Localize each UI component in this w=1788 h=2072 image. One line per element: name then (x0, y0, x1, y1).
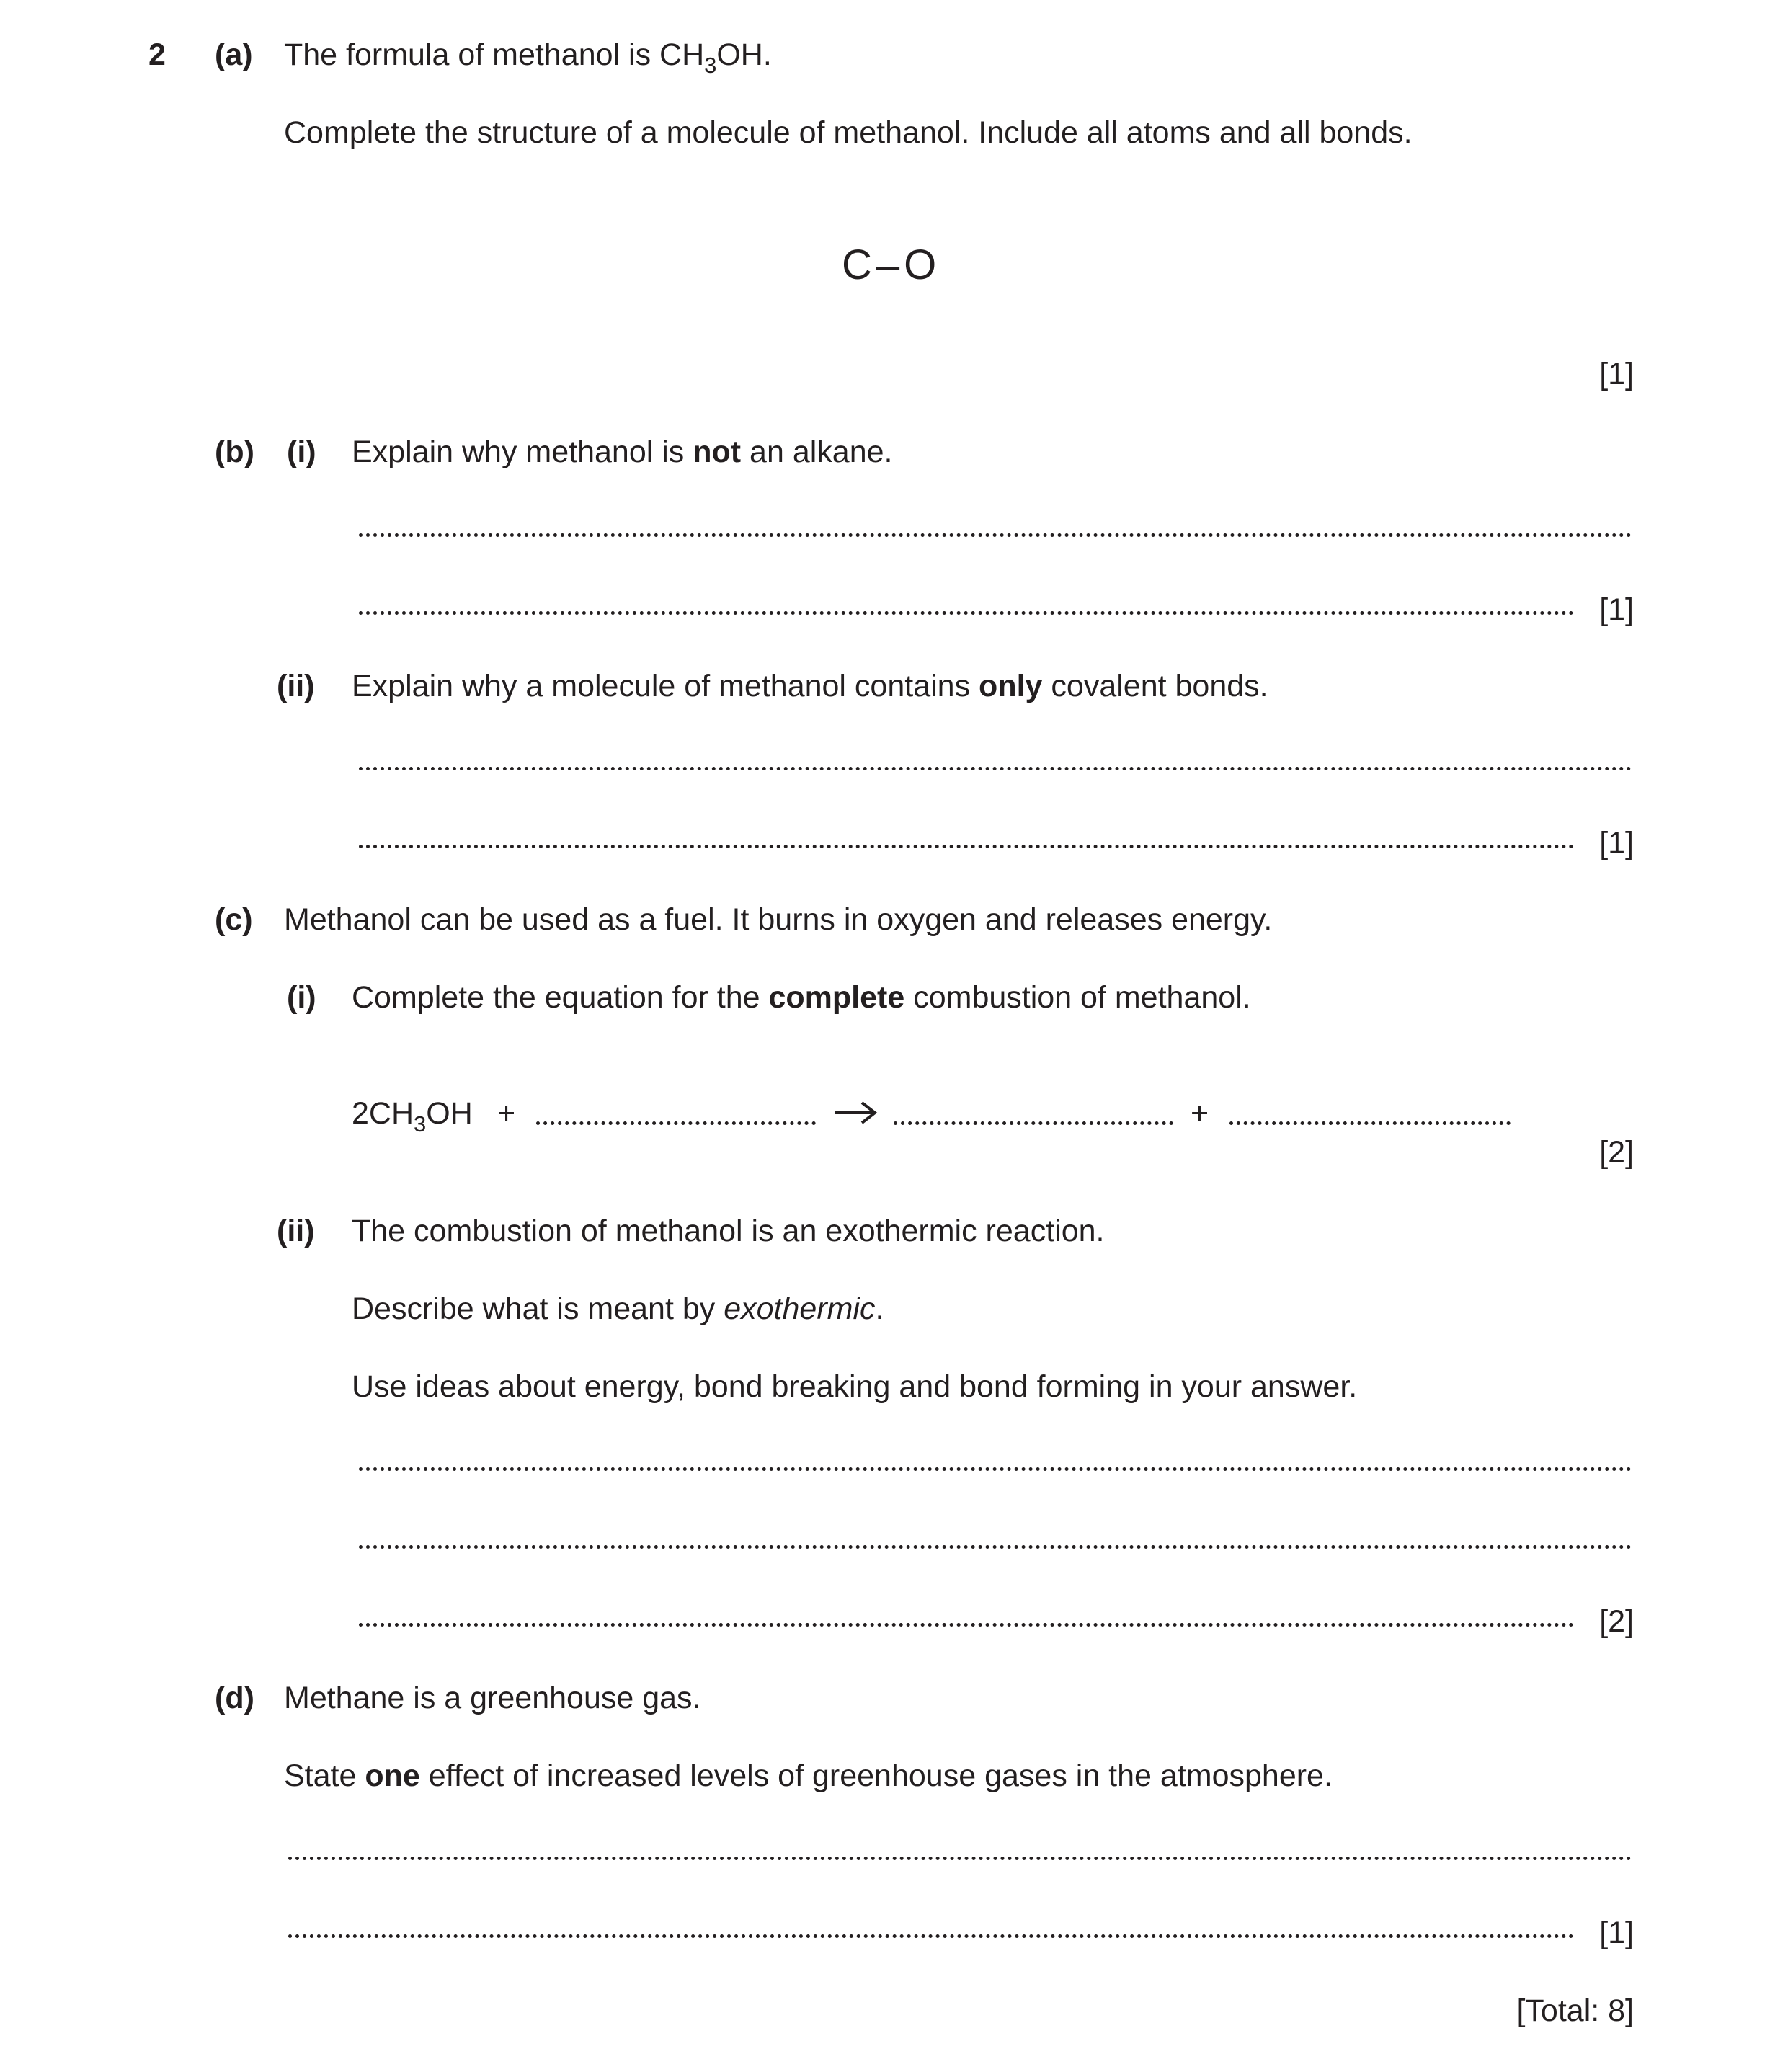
part-d-line-1: Methane is a greenhouse gas. (284, 1681, 701, 1715)
answer-line-b-i-1[interactable] (359, 533, 1632, 537)
part-b-i-label: (i) (287, 435, 316, 469)
equation-blank-product-2[interactable] (1229, 1121, 1511, 1125)
part-c-i-label: (i) (287, 980, 316, 1015)
answer-line-b-ii-2[interactable] (359, 845, 1574, 848)
answer-line-d-1[interactable] (288, 1857, 1632, 1860)
part-a-marks: [1] (1599, 357, 1634, 391)
answer-line-c-ii-2[interactable] (359, 1545, 1632, 1549)
part-c-ii-marks: [2] (1599, 1604, 1634, 1639)
equation-plus-1: + (497, 1096, 516, 1131)
part-c-ii-line-1: The combustion of methanol is an exothermic reaction. (352, 1214, 1105, 1248)
equation-blank-product-1[interactable] (894, 1121, 1173, 1125)
part-c-ii-line-3: Use ideas about energy, bond breaking and bond forming in your answer. (352, 1369, 1358, 1404)
part-b-i-marks: [1] (1599, 592, 1634, 627)
c-o-bond: – (876, 241, 902, 288)
part-a-instruction: Complete the structure of a molecule of methanol. Include all atoms and all bonds. (284, 115, 1413, 150)
part-b-ii-question: Explain why a molecule of methanol contains only covalent bonds. (352, 669, 1268, 703)
answer-line-c-ii-3[interactable] (359, 1623, 1574, 1627)
part-b-i-question: Explain why methanol is not an alkane. (352, 435, 893, 469)
part-d-marks: [1] (1599, 1916, 1634, 1950)
answer-line-c-ii-1[interactable] (359, 1467, 1632, 1471)
answer-line-b-ii-1[interactable] (359, 767, 1632, 770)
part-c-ii-label: (ii) (277, 1214, 315, 1248)
carbon-atom: C (842, 241, 873, 288)
part-a-label: (a) (215, 37, 253, 72)
part-a-intro: The formula of methanol is $CH_3OH$. (284, 37, 772, 78)
answer-line-b-i-2[interactable] (359, 611, 1574, 615)
part-d-label: (d) (215, 1681, 254, 1715)
total-marks: [Total: 8] (1516, 1993, 1634, 2028)
equation-reactant: $2CH_3OH$ (352, 1096, 473, 1137)
part-c-intro: Methanol can be used as a fuel. It burns in oxygen and releases energy. (284, 902, 1273, 937)
equation-blank-reactant[interactable] (536, 1121, 816, 1125)
oxygen-atom: O (904, 241, 938, 288)
reaction-arrow-icon (833, 1098, 878, 1127)
part-c-ii-line-2: Describe what is meant by exothermic. (352, 1291, 884, 1326)
part-b-ii-label: (ii) (277, 669, 315, 703)
part-c-i-question: Complete the equation for the complete combustion of methanol. (352, 980, 1251, 1015)
part-d-line-2: State one effect of increased levels of greenhouse gases in the atmosphere. (284, 1758, 1333, 1793)
part-b-label: (b) (215, 435, 254, 469)
question-number: 2 (148, 37, 166, 72)
methanol-structure[interactable] (842, 241, 938, 288)
equation-plus-2: + (1191, 1096, 1209, 1131)
part-b-ii-marks: [1] (1599, 826, 1634, 861)
answer-line-d-2[interactable] (288, 1934, 1574, 1938)
part-c-label: (c) (215, 902, 253, 937)
part-c-i-marks: [2] (1599, 1135, 1634, 1170)
